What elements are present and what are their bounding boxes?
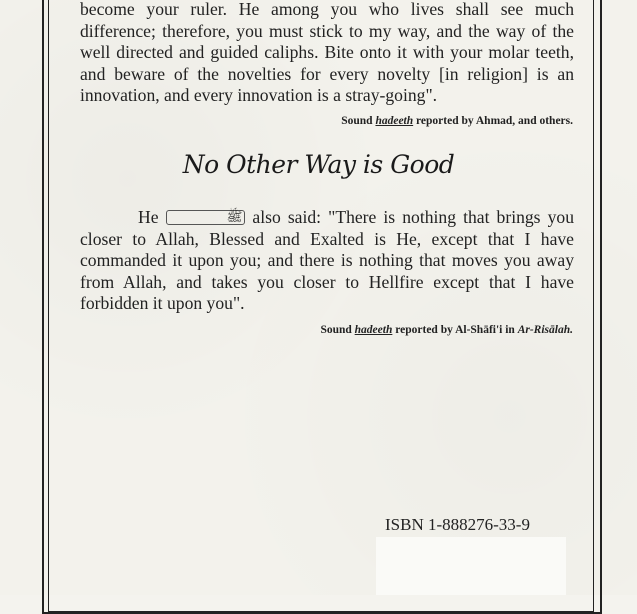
source-1-suffix: reported by Ahmad, and others.	[413, 115, 573, 127]
isbn-number: ISBN 1-888276-33-9	[385, 515, 530, 534]
source-1-term: hadeeth	[375, 115, 414, 127]
barcode-area	[376, 537, 566, 595]
paragraph-2-text: also said: "There is nothing that brings you closer to Allah, Blessed and Exalted is He, except that I have commanded it upon you; and there is nothing that moves you away from Allah, and takes you closer to Hellfire except that I have forbidden it upon you".	[80, 207, 574, 313]
source-2-prefix: Sound	[320, 324, 355, 336]
honorific-symbol: ﷺ	[166, 210, 246, 225]
hadith-paragraph-2	[80, 207, 574, 315]
section-heading: No Other Way is Good	[182, 150, 455, 179]
paragraph-1-text: become your ruler. He among you who lives shall see much difference; therefore, you must stick to my way, and the way of the well directed and guided caliphs. Bite onto it with your molar teeth, and beware of the novelties for every novelty [in religion] is an innovation, and every innovation is a stray-going".	[80, 0, 574, 105]
hadith-source-2	[320, 324, 573, 336]
source-2-book: Ar-Risālah.	[517, 324, 573, 336]
source-1-prefix: Sound	[341, 115, 376, 127]
source-2-term: hadeeth	[354, 324, 393, 336]
source-2-middle: reported by Al-Shāfi'i in	[392, 324, 518, 336]
hadith-source-1	[341, 115, 573, 127]
hadith-paragraph-1	[80, 0, 574, 107]
paragraph-2-lead: He	[138, 207, 159, 227]
